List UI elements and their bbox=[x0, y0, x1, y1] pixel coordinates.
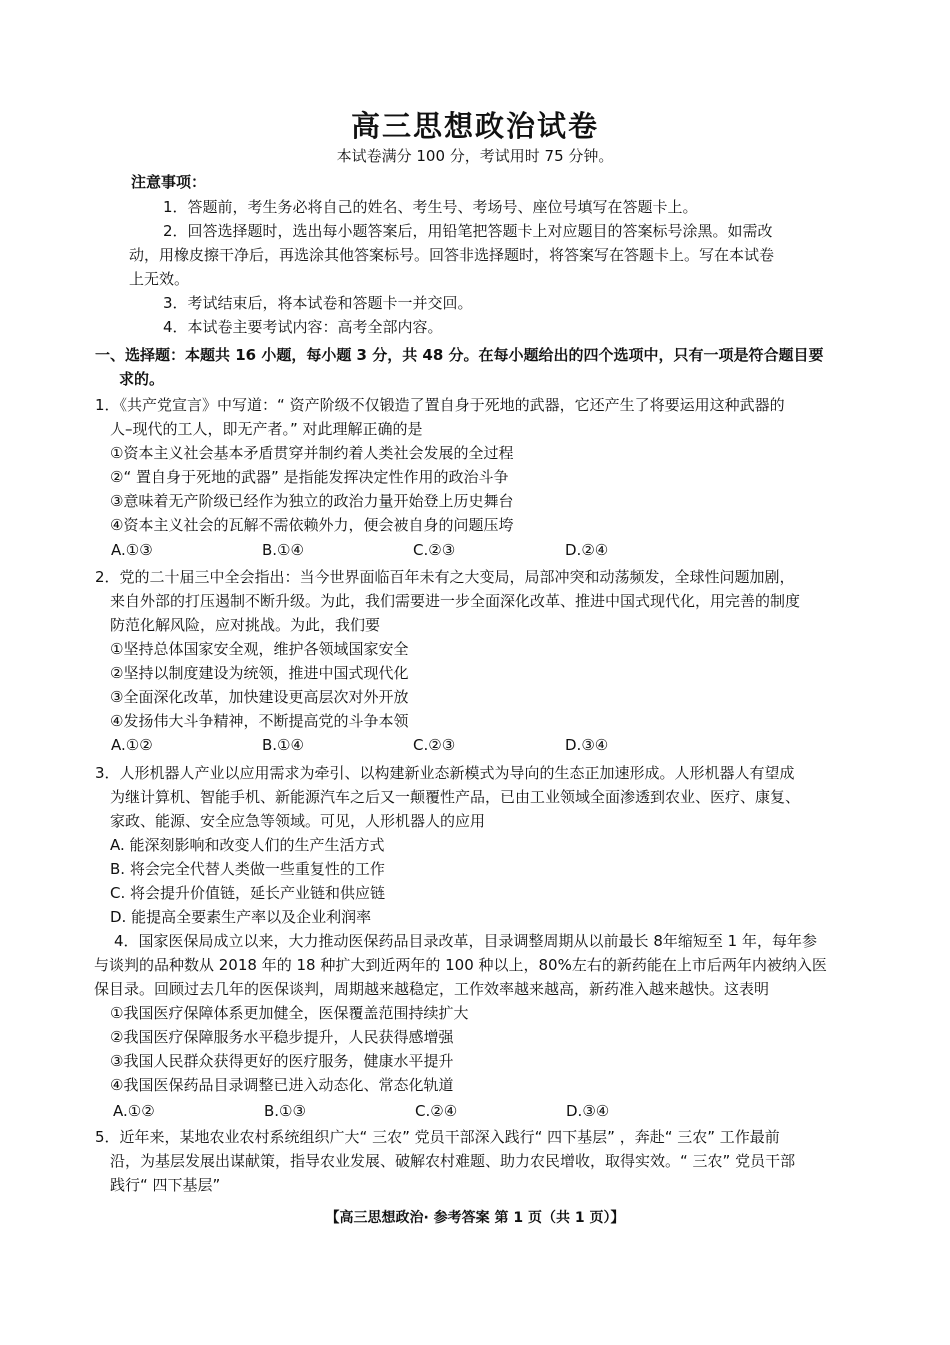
q2-statement-1: ①坚持总体国家安全观，维护各领域国家安全 bbox=[110, 640, 409, 658]
q1-statement-4: ④资本主义社会的瓦解不需依赖外力，便会被自身的问题压垮 bbox=[110, 516, 514, 534]
q1-statement-1: ①资本主义社会基本矛盾贯穿并制约着人类社会发展的全过程 bbox=[110, 444, 514, 462]
q3-stem-line-1: 3．人形机器人产业以应用需求为牵引、以构建新业态新模式为导向的生态正加速形成。人形机器人有望成 bbox=[95, 764, 795, 782]
q4-stem-line-1: 4．国家医保局成立以来，大力推动医保药品目录改革，目录调整周期从以前最长 8年缩短至 1 年，每年参 bbox=[114, 932, 817, 950]
q4-statement-4: ④我国医保药品目录调整已进入动态化、常态化轨道 bbox=[110, 1076, 454, 1094]
q4-option-a: A.①② bbox=[113, 1102, 155, 1120]
q2-option-a: A.①② bbox=[111, 736, 153, 754]
section-heading-line-1: 一、选择题：本题共 16 小题，每小题 3 分，共 48 分。在每小题给出的四个选项中，只有一项是符合题目要 bbox=[95, 346, 824, 364]
q4-statement-2: ②我国医疗保障服务水平稳步提升，人民获得感增强 bbox=[110, 1028, 454, 1046]
q2-statement-3: ③全面深化改革，加快建设更高层次对外开放 bbox=[110, 688, 409, 706]
q4-stem-line-3: 保目录。回顾过去几年的医保谈判，周期越来越稳定，工作效率越来越高，新药准入越来越快。这表明 bbox=[94, 980, 770, 998]
q4-statement-1: ①我国医疗保障体系更加健全，医保覆盖范围持续扩大 bbox=[110, 1004, 469, 1022]
q3-option-c: C. 将会提升价值链，延长产业链和供应链 bbox=[110, 884, 386, 902]
q4-option-c: C.②④ bbox=[415, 1102, 458, 1120]
q3-option-b: B. 将会完全代替人类做一些重复性的工作 bbox=[110, 860, 385, 878]
q1-statement-3: ③意味着无产阶级已经作为独立的政治力量开始登上历史舞台 bbox=[110, 492, 514, 510]
q1-stem-line-2: 人–现代的工人，即无产者。” 对此理解正确的是 bbox=[110, 420, 423, 438]
page-title: 高三思想政治试卷 bbox=[350, 109, 599, 143]
q4-stem-line-2: 与谈判的品种数从 2018 年的 18 种扩大到近两年的 100 种以上，80%左右的新药能在上市后两年内被纳入医 bbox=[94, 956, 827, 974]
q1-option-b: B.①④ bbox=[262, 541, 304, 559]
q3-stem-line-2: 为继计算机、智能手机、新能源汽车之后又一颠覆性产品，已由工业领域全面渗透到农业、医疗、康复、 bbox=[110, 788, 801, 806]
notice-item-2-line-3: 上无效。 bbox=[129, 270, 190, 288]
q2-statement-2: ②坚持以制度建设为统领，推进中国式现代化 bbox=[110, 664, 409, 682]
q2-option-c: C.②③ bbox=[413, 736, 456, 754]
notice-item-4: 4．本试卷主要考试内容：高考全部内容。 bbox=[163, 318, 443, 336]
q1-option-a: A.①③ bbox=[111, 541, 153, 559]
q3-stem-line-3: 家政、能源、安全应急等领域。可见，人形机器人的应用 bbox=[110, 812, 486, 830]
section-heading-line-2: 求的。 bbox=[119, 370, 165, 388]
q5-stem-line-3: 践行“ 四下基层” bbox=[110, 1176, 221, 1194]
q2-statement-4: ④发扬伟大斗争精神，不断提高党的斗争本领 bbox=[110, 712, 409, 730]
q1-option-c: C.②③ bbox=[413, 541, 456, 559]
q1-statement-2: ②“ 置自身于死地的武器” 是指能发挥决定性作用的政治斗争 bbox=[110, 468, 509, 486]
notice-item-1: 1．答题前，考生务必将自己的姓名、考生号、考场号、座位号填写在答题卡上。 bbox=[163, 198, 698, 216]
q2-option-d: D.③④ bbox=[565, 736, 609, 754]
page-footer: 【高三思想政治· 参考答案 第 1 页（共 1 页）】 bbox=[325, 1210, 625, 1226]
q5-stem-line-1: 5．近年来，某地农业农村系统组织广大“ 三农” 党员干部深入践行“ 四下基层” ，奔赴“ 三农” 工作最前 bbox=[95, 1128, 780, 1146]
exam-info: 本试卷满分 100 分，考试用时 75 分钟。 bbox=[336, 147, 614, 165]
q3-option-a: A. 能深刻影响和改变人们的生产生活方式 bbox=[110, 836, 385, 854]
notice-heading: 注意事项： bbox=[131, 173, 207, 191]
q4-statement-3: ③我国人民群众获得更好的医疗服务，健康水平提升 bbox=[110, 1052, 454, 1070]
q4-option-b: B.①③ bbox=[264, 1102, 306, 1120]
q3-option-d: D. 能提高全要素生产率以及企业利润率 bbox=[110, 908, 372, 926]
notice-item-2-line-1: 2．回答选择题时，选出每小题答案后，用铅笔把答题卡上对应题目的答案标号涂黑。如需改 bbox=[163, 222, 773, 240]
q2-option-b: B.①④ bbox=[262, 736, 304, 754]
q2-stem-line-3: 防范化解风险，应对挑战。为此，我们要 bbox=[110, 616, 381, 634]
q2-stem-line-1: 2．党的二十届三中全会指出：当今世界面临百年未有之大变局，局部冲突和动荡频发，全球性问题加剧， bbox=[95, 568, 795, 586]
q5-stem-line-2: 沿，为基层发展出谋献策，指导农业发展、破解农村难题、助力农民增收，取得实效。“ 三农” 党员干部 bbox=[110, 1152, 796, 1170]
notice-item-3: 3．考试结束后，将本试卷和答题卡一并交回。 bbox=[163, 294, 473, 312]
q1-stem-line-1: 1．《共产党宣言》中写道：“ 资产阶级不仅锻造了置自身于死地的武器，它还产生了将要运用这种武器的 bbox=[95, 396, 785, 414]
notice-item-2-line-2: 动，用橡皮擦干净后，再选涂其他答案标号。回答非选择题时，将答案写在答题卡上。写在本试卷 bbox=[129, 246, 775, 264]
q2-stem-line-2: 来自外部的打压遏制不断升级。为此，我们需要进一步全面深化改革、推进中国式现代化，用完善的制度 bbox=[110, 592, 801, 610]
q4-option-d: D.③④ bbox=[566, 1102, 610, 1120]
q1-option-d: D.②④ bbox=[565, 541, 609, 559]
